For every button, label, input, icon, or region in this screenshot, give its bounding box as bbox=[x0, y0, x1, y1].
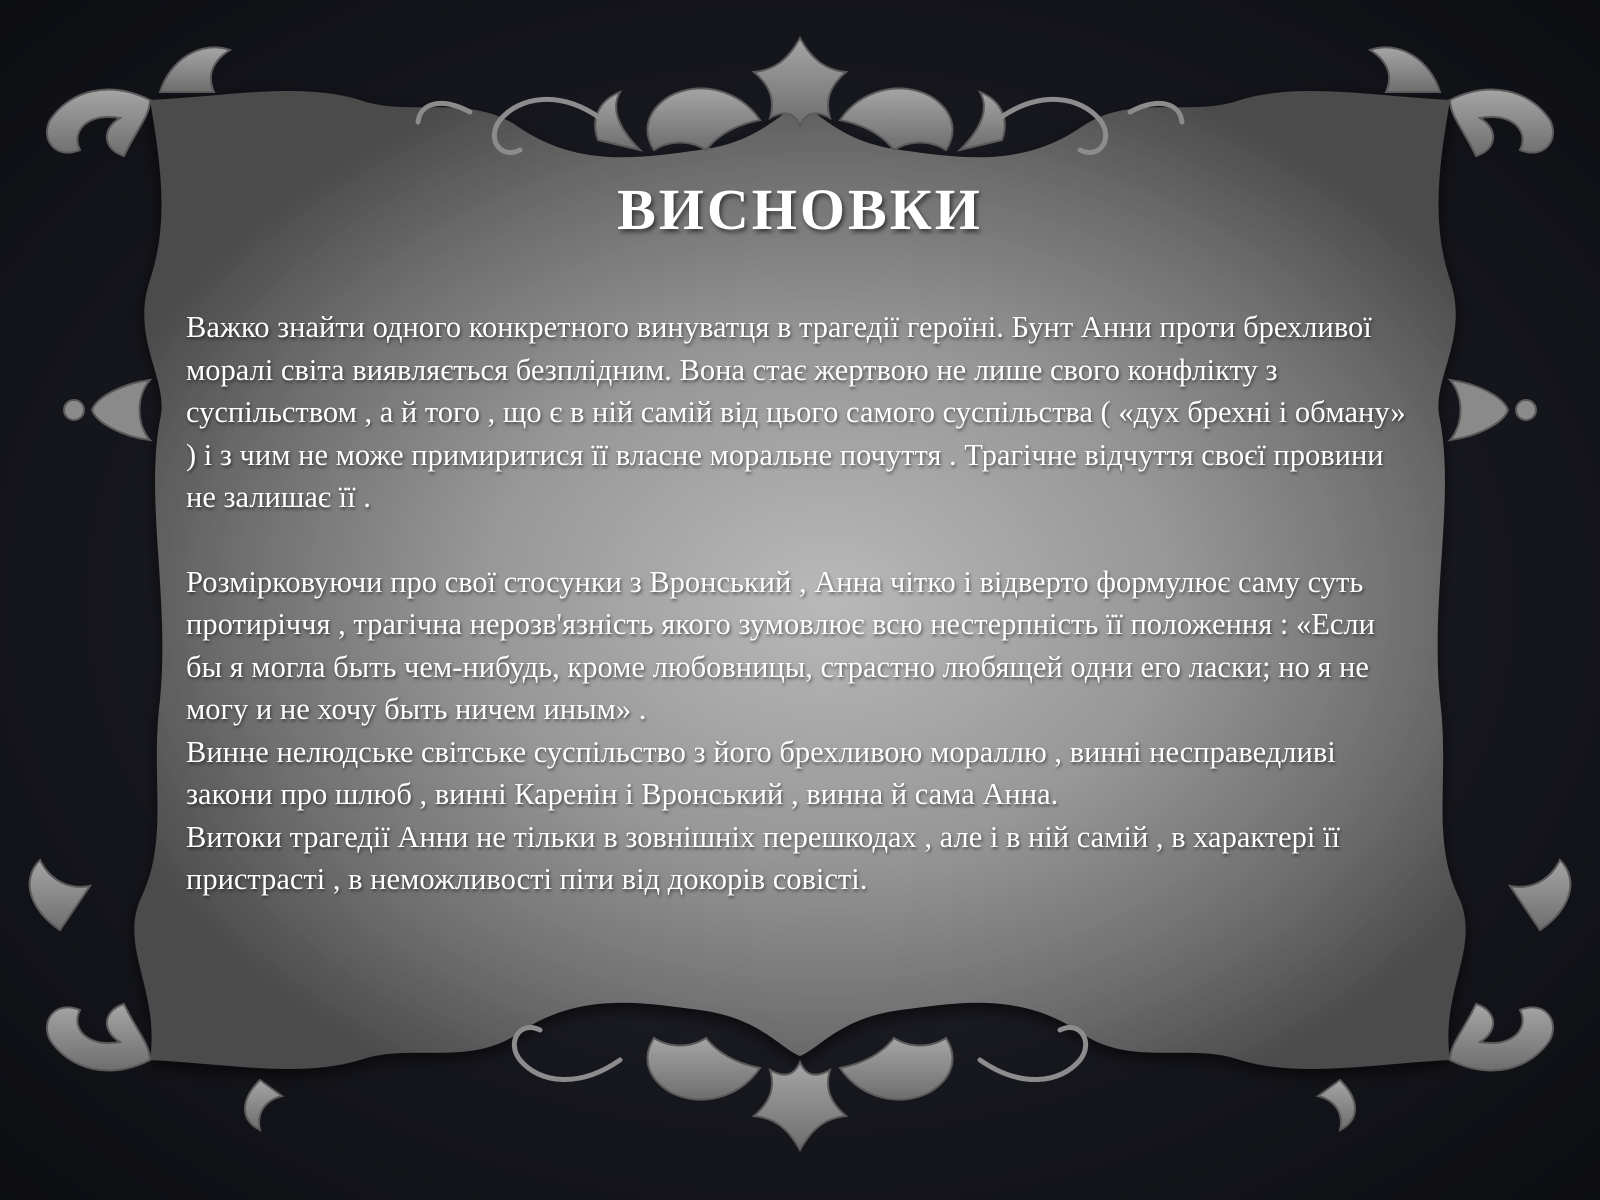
side-ornament-left bbox=[64, 380, 150, 440]
side-ornament-right bbox=[1450, 380, 1536, 440]
slide-title: ВИСНОВКИ bbox=[617, 177, 983, 242]
paragraph-4: Витоки трагедії Анни не тільки в зовнішніх перешкодах , але і в ній самій , в характері її пристрасті , в неможливості піти від докорів совісті. bbox=[186, 819, 1340, 896]
paragraph-2: Розмірковуючи про свої стосунки з Вронський , Анна чітко і відверто формулює саму суть протиріччя , трагічна нерозв'язність якого зумовлює всю нестерпність її положення : «Если бы я могла быть чем-нибудь, кроме любовницы, страстно любящей одни его ласки; но я не могу и не хочу быть ничем иным» . bbox=[186, 564, 1375, 726]
paragraph-3: Винне нелюдське світське суспільство з його брехливою мораллю , винні несправедливі закони про шлюб , винні Каренін і Вронський , винна й сама Анна. bbox=[186, 734, 1336, 811]
paragraph-spacer bbox=[186, 519, 1416, 561]
paragraph-1: Важко знайти одного конкретного винуватця в трагедії героїні. Бунт Анни проти брехливої моралі світа виявляється безплідним. Вона стає жертвою не лише свого конфлікту з суспільством , а й того , що є в ній самій від цього самого суспільства ( «дух брехні і обману» ) і з чим не може примиритися її власне моральне почуття . Трагічне відчуття своєї провини не залишає її . bbox=[186, 310, 1406, 514]
slide-body bbox=[186, 306, 1416, 901]
